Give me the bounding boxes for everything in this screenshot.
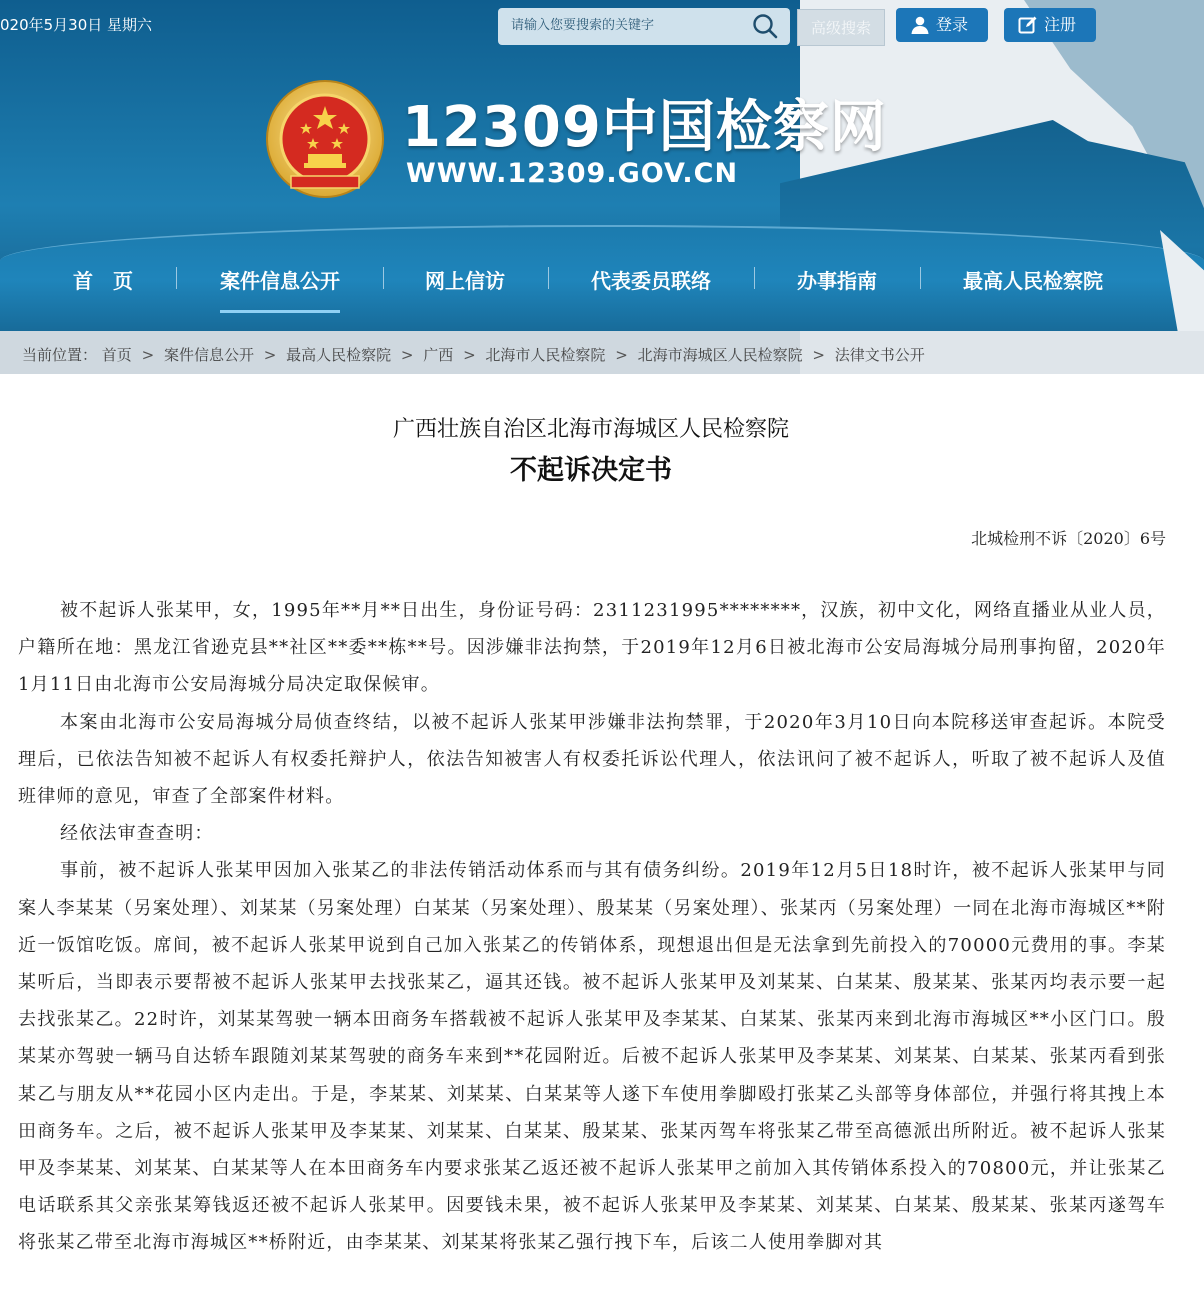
breadcrumb-item-guangxi[interactable]: 广西 <box>423 346 454 364</box>
document-body <box>18 592 1166 1280</box>
user-icon <box>910 15 930 35</box>
breadcrumb-item-beihai[interactable]: 北海市人民检察院 <box>485 346 606 364</box>
site-url: WWW.12309.GOV.CN <box>406 158 739 189</box>
document-paragraph: 本案由北海市公安局海城分局侦查终结，以被不起诉人张某甲涉嫌非法拘禁罪，于2020年3月10日向本院移送审查起诉。本院受理后，已依法告知被不起诉人有权委托辩护人，依法告知被害人有权委托诉讼代理人，依法讯问了被不起诉人，听取了被不起诉人及值班律师的意见，审查了全部案件材料。 <box>18 711 1166 808</box>
procuratorate-emblem-logo[interactable] <box>264 78 386 200</box>
breadcrumb-item-legal-docs[interactable]: 法律文书公开 <box>834 346 925 364</box>
breadcrumb <box>0 331 1204 374</box>
breadcrumb-label: 当前位置： <box>22 346 98 364</box>
login-label: 登录 <box>936 15 969 34</box>
nav-item-deputy-liaison[interactable]: 代表委员联络 <box>591 269 711 293</box>
register-button[interactable] <box>1004 8 1096 42</box>
document-org-title: 广西壮族自治区北海市海城区人民检察院 <box>392 417 789 442</box>
site-header <box>0 0 1204 331</box>
search-input[interactable] <box>509 17 743 34</box>
breadcrumb-trail <box>22 344 925 365</box>
current-date: 020年5月30日 星期六 <box>0 16 153 34</box>
nav-active-indicator <box>220 310 340 313</box>
search-icon[interactable] <box>752 13 778 39</box>
register-label: 注册 <box>1044 15 1077 34</box>
breadcrumb-item-supreme[interactable]: 最高人民检察院 <box>286 346 392 364</box>
nav-item-service-guide[interactable]: 办事指南 <box>797 269 877 293</box>
search-box[interactable] <box>498 8 790 45</box>
document-paragraph: 被不起诉人张某甲，女，1995年**月**日出生，身份证号码：2311231995********，汉族，初中文化，网络直播业从业人员，户籍所在地：黑龙江省逊克县**社区**委**栋**号。因涉嫌非法拘禁，于2019年12月6日被北海市公安局海城分局刑事拘留，2020年1月11日由北海市公安局海城分局决定取保候审。 <box>18 600 1166 696</box>
breadcrumb-separator: > <box>141 346 155 364</box>
site-logo-text[interactable]: 12309中国检察网 <box>402 95 887 160</box>
document-paragraph: 经依法审查查明： <box>60 823 214 845</box>
breadcrumb-separator: > <box>615 346 628 364</box>
login-button[interactable] <box>896 8 988 42</box>
breadcrumb-separator: > <box>400 346 414 364</box>
breadcrumb-item-case-info[interactable]: 案件信息公开 <box>163 346 254 364</box>
nav-item-supreme-procuratorate[interactable]: 最高人民检察院 <box>963 269 1103 293</box>
breadcrumb-item-haicheng[interactable]: 北海市海城区人民检察院 <box>637 346 803 364</box>
main-nav <box>0 259 1204 313</box>
breadcrumb-separator: > <box>463 346 476 364</box>
document-title: 不起诉决定书 <box>510 455 672 486</box>
breadcrumb-item-home[interactable]: 首页 <box>101 346 132 364</box>
document-number: 北城检刑不诉〔2020〕6号 <box>971 529 1166 548</box>
edit-icon <box>1018 15 1038 35</box>
breadcrumb-separator: > <box>812 346 825 364</box>
nav-item-case-info[interactable]: 案件信息公开 <box>220 269 340 293</box>
document-paragraph: 事前，被不起诉人张某甲因加入张某乙的非法传销活动体系而与其有债务纠纷。2019年12月5日18时许，被不起诉人张某甲与同案人李某某（另案处理）、刘某某（另案处理）白某某（另案处理）、殷某某（另案处理）、张某丙（另案处理）一同在北海市海城区**附近一饭馆吃饭。席间，被不起诉人张某甲说到自己加入张某乙的传销体系，现想退出但是无法拿到先前投入的70000元费用的事。李某某听后，当即表示要帮被不起诉人张某甲去找张某乙，逼其还钱。被不起诉人张某甲及刘某某、白某某、殷某某、张某丙均表示要一起去找张某乙。22时许，刘某某驾驶一辆本田商务车搭载被不起诉人张某甲及李某某、白某某、张某丙来到北海市海城区**小区门口。殷某某亦驾驶一辆马自达轿车跟随刘某某驾驶的商务车来到**花园附近。后被不起诉人张某甲及李某某、刘某某、白某某、张某丙看到张某乙与朋友从**花园小区内走出。于是，李某某、刘某某、白某某等人遂下车使用拳脚殴打张某乙头部等身体部位，并强行将其拽上本田商务车。之后，被不起诉人张某甲及李某某、刘某某、白某某、殷某某、张某丙驾车将张某乙带至高德派出所附近。被不起诉人张某甲及李某某、刘某某、白某某等人在本田商务车内要求张某乙返还被不起诉人张某甲之前加入其传销体系投入的70800元，并让张某乙电话联系其父亲张某筹钱返还被不起诉人张某甲。因要钱未果，被不起诉人张某甲及李某某、刘某某、白某某、殷某某、张某丙遂驾车将张某乙带至北海市海城区**桥附近，由李某某、刘某某将张某乙强行拽下车，后该二人使用拳脚对其 <box>18 860 1166 1254</box>
nav-item-home[interactable]: 首 页 <box>73 269 133 293</box>
breadcrumb-separator: > <box>263 346 277 364</box>
advanced-search-button[interactable]: 高级搜索 <box>797 9 885 46</box>
nav-item-online-petition[interactable]: 网上信访 <box>425 269 505 293</box>
